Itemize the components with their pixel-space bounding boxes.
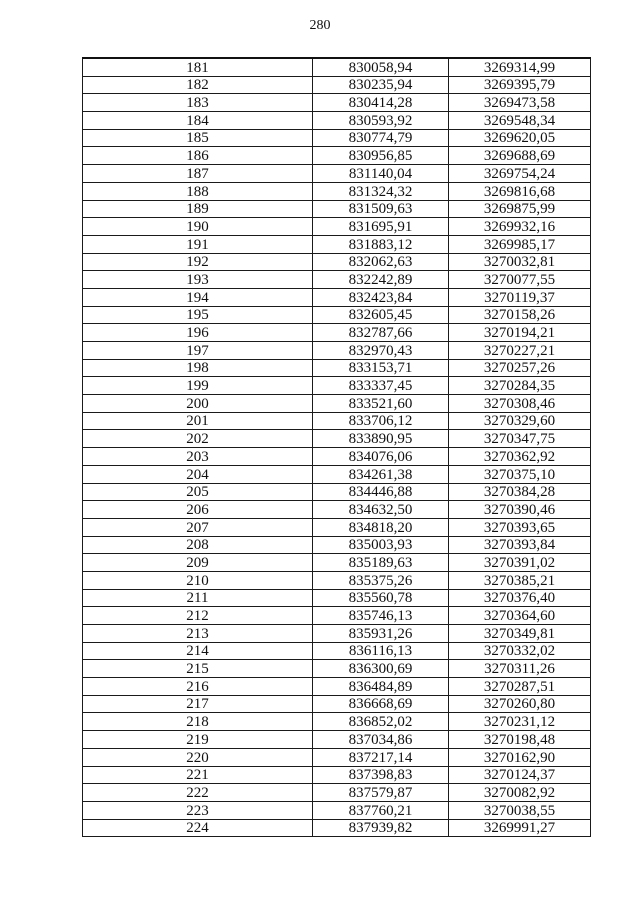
x-coordinate-cell: 834076,06 — [313, 448, 449, 466]
point-number-cell: 195 — [83, 306, 313, 324]
x-coordinate-cell: 837939,82 — [313, 819, 449, 837]
table-row — [83, 448, 591, 466]
y-coordinate-cell: 3270347,75 — [449, 430, 591, 448]
table-row — [83, 766, 591, 784]
table-row — [83, 129, 591, 147]
table-row — [83, 571, 591, 589]
page-number: 280 — [309, 18, 331, 33]
table-row — [83, 271, 591, 289]
y-coordinate-cell: 3270308,46 — [449, 395, 591, 413]
x-coordinate-cell: 836300,69 — [313, 660, 449, 678]
x-coordinate-cell: 832242,89 — [313, 271, 449, 289]
table-row — [83, 235, 591, 253]
x-coordinate-cell: 835375,26 — [313, 571, 449, 589]
point-number-cell: 205 — [83, 483, 313, 501]
y-coordinate-cell: 3269754,24 — [449, 165, 591, 183]
y-coordinate-cell: 3270231,12 — [449, 713, 591, 731]
point-number-cell: 224 — [83, 819, 313, 837]
y-coordinate-cell: 3269688,69 — [449, 147, 591, 165]
x-coordinate-cell: 833890,95 — [313, 430, 449, 448]
table-row — [83, 112, 591, 130]
table-row — [83, 518, 591, 536]
x-coordinate-cell: 837579,87 — [313, 784, 449, 802]
x-coordinate-cell: 834446,88 — [313, 483, 449, 501]
point-number-cell: 187 — [83, 165, 313, 183]
point-number-cell: 201 — [83, 412, 313, 430]
point-number-cell: 219 — [83, 731, 313, 749]
y-coordinate-cell: 3270082,92 — [449, 784, 591, 802]
y-coordinate-cell: 3269816,68 — [449, 182, 591, 200]
x-coordinate-cell: 837398,83 — [313, 766, 449, 784]
x-coordinate-cell: 830774,79 — [313, 129, 449, 147]
point-number-cell: 221 — [83, 766, 313, 784]
y-coordinate-cell: 3270376,40 — [449, 589, 591, 607]
y-coordinate-cell: 3270119,37 — [449, 288, 591, 306]
point-number-cell: 215 — [83, 660, 313, 678]
x-coordinate-cell: 831324,32 — [313, 182, 449, 200]
y-coordinate-cell: 3270329,60 — [449, 412, 591, 430]
y-coordinate-cell: 3270349,81 — [449, 625, 591, 643]
table-row — [83, 536, 591, 554]
point-number-cell: 189 — [83, 200, 313, 218]
table-row — [83, 94, 591, 112]
x-coordinate-cell: 835003,93 — [313, 536, 449, 554]
x-coordinate-cell: 832787,66 — [313, 324, 449, 342]
y-coordinate-cell: 3270124,37 — [449, 766, 591, 784]
point-number-cell: 181 — [83, 58, 313, 76]
table-row — [83, 200, 591, 218]
point-number-cell: 184 — [83, 112, 313, 130]
y-coordinate-cell: 3270194,21 — [449, 324, 591, 342]
x-coordinate-cell: 833521,60 — [313, 395, 449, 413]
point-number-cell: 192 — [83, 253, 313, 271]
point-number-cell: 212 — [83, 607, 313, 625]
y-coordinate-cell: 3270390,46 — [449, 501, 591, 519]
y-coordinate-cell: 3269314,99 — [449, 58, 591, 76]
y-coordinate-cell: 3270284,35 — [449, 377, 591, 395]
y-coordinate-cell: 3269991,27 — [449, 819, 591, 837]
table-row — [83, 306, 591, 324]
point-number-cell: 188 — [83, 182, 313, 200]
table-row — [83, 395, 591, 413]
y-coordinate-cell: 3269932,16 — [449, 218, 591, 236]
x-coordinate-cell: 835560,78 — [313, 589, 449, 607]
point-number-cell: 210 — [83, 571, 313, 589]
y-coordinate-cell: 3270038,55 — [449, 801, 591, 819]
point-number-cell: 204 — [83, 465, 313, 483]
x-coordinate-cell: 836852,02 — [313, 713, 449, 731]
y-coordinate-cell: 3270393,65 — [449, 518, 591, 536]
table-row — [83, 607, 591, 625]
x-coordinate-cell: 830235,94 — [313, 76, 449, 94]
x-coordinate-cell: 834261,38 — [313, 465, 449, 483]
point-number-cell: 196 — [83, 324, 313, 342]
point-number-cell: 186 — [83, 147, 313, 165]
x-coordinate-cell: 836484,89 — [313, 678, 449, 696]
y-coordinate-cell: 3270077,55 — [449, 271, 591, 289]
y-coordinate-cell: 3270362,92 — [449, 448, 591, 466]
y-coordinate-cell: 3269985,17 — [449, 235, 591, 253]
y-coordinate-cell: 3270227,21 — [449, 342, 591, 360]
x-coordinate-cell: 830414,28 — [313, 94, 449, 112]
x-coordinate-cell: 837217,14 — [313, 748, 449, 766]
y-coordinate-cell: 3269473,58 — [449, 94, 591, 112]
table-row — [83, 324, 591, 342]
y-coordinate-cell: 3270375,10 — [449, 465, 591, 483]
point-number-cell: 211 — [83, 589, 313, 607]
y-coordinate-cell: 3269548,34 — [449, 112, 591, 130]
point-number-cell: 194 — [83, 288, 313, 306]
y-coordinate-cell: 3270162,90 — [449, 748, 591, 766]
x-coordinate-cell: 832605,45 — [313, 306, 449, 324]
table-row — [83, 554, 591, 572]
table-row — [83, 342, 591, 360]
y-coordinate-cell: 3270287,51 — [449, 678, 591, 696]
point-number-cell: 223 — [83, 801, 313, 819]
y-coordinate-cell: 3270311,26 — [449, 660, 591, 678]
x-coordinate-cell: 831883,12 — [313, 235, 449, 253]
x-coordinate-cell: 830593,92 — [313, 112, 449, 130]
x-coordinate-cell: 832423,84 — [313, 288, 449, 306]
point-number-cell: 214 — [83, 642, 313, 660]
table-row — [83, 660, 591, 678]
x-coordinate-cell: 830956,85 — [313, 147, 449, 165]
table-row — [83, 589, 591, 607]
point-number-cell: 185 — [83, 129, 313, 147]
y-coordinate-cell: 3270393,84 — [449, 536, 591, 554]
x-coordinate-cell: 831509,63 — [313, 200, 449, 218]
y-coordinate-cell: 3269875,99 — [449, 200, 591, 218]
y-coordinate-cell: 3270385,21 — [449, 571, 591, 589]
x-coordinate-cell: 834818,20 — [313, 518, 449, 536]
point-number-cell: 209 — [83, 554, 313, 572]
y-coordinate-cell: 3270364,60 — [449, 607, 591, 625]
coordinates-table-body — [83, 58, 591, 837]
point-number-cell: 203 — [83, 448, 313, 466]
point-number-cell: 202 — [83, 430, 313, 448]
x-coordinate-cell: 832970,43 — [313, 342, 449, 360]
x-coordinate-cell: 831140,04 — [313, 165, 449, 183]
table-row — [83, 819, 591, 837]
table-row — [83, 483, 591, 501]
table-row — [83, 625, 591, 643]
point-number-cell: 191 — [83, 235, 313, 253]
x-coordinate-cell: 830058,94 — [313, 58, 449, 76]
table-row — [83, 147, 591, 165]
point-number-cell: 217 — [83, 695, 313, 713]
table-row — [83, 713, 591, 731]
point-number-cell: 207 — [83, 518, 313, 536]
point-number-cell: 222 — [83, 784, 313, 802]
table-row — [83, 412, 591, 430]
x-coordinate-cell: 834632,50 — [313, 501, 449, 519]
table-row — [83, 288, 591, 306]
y-coordinate-cell: 3270391,02 — [449, 554, 591, 572]
table-row — [83, 731, 591, 749]
x-coordinate-cell: 836116,13 — [313, 642, 449, 660]
table-row — [83, 642, 591, 660]
y-coordinate-cell: 3270260,80 — [449, 695, 591, 713]
table-row — [83, 182, 591, 200]
point-number-cell: 200 — [83, 395, 313, 413]
x-coordinate-cell: 835746,13 — [313, 607, 449, 625]
x-coordinate-cell: 833153,71 — [313, 359, 449, 377]
x-coordinate-cell: 831695,91 — [313, 218, 449, 236]
y-coordinate-cell: 3270384,28 — [449, 483, 591, 501]
table-row — [83, 784, 591, 802]
point-number-cell: 193 — [83, 271, 313, 289]
point-number-cell: 198 — [83, 359, 313, 377]
y-coordinate-cell: 3270158,26 — [449, 306, 591, 324]
point-number-cell: 190 — [83, 218, 313, 236]
x-coordinate-cell: 836668,69 — [313, 695, 449, 713]
table-row — [83, 218, 591, 236]
table-row — [83, 58, 591, 76]
point-number-cell: 220 — [83, 748, 313, 766]
point-number-cell: 218 — [83, 713, 313, 731]
point-number-cell: 216 — [83, 678, 313, 696]
table-row — [83, 748, 591, 766]
x-coordinate-cell: 835189,63 — [313, 554, 449, 572]
table-row — [83, 430, 591, 448]
coordinates-table — [82, 57, 591, 837]
y-coordinate-cell: 3269395,79 — [449, 76, 591, 94]
x-coordinate-cell: 833706,12 — [313, 412, 449, 430]
y-coordinate-cell: 3270257,26 — [449, 359, 591, 377]
y-coordinate-cell: 3270332,02 — [449, 642, 591, 660]
x-coordinate-cell: 837760,21 — [313, 801, 449, 819]
table-row — [83, 359, 591, 377]
table-row — [83, 465, 591, 483]
table-row — [83, 501, 591, 519]
y-coordinate-cell: 3270198,48 — [449, 731, 591, 749]
table-row — [83, 377, 591, 395]
table-row — [83, 165, 591, 183]
point-number-cell: 213 — [83, 625, 313, 643]
point-number-cell: 199 — [83, 377, 313, 395]
point-number-cell: 182 — [83, 76, 313, 94]
x-coordinate-cell: 837034,86 — [313, 731, 449, 749]
point-number-cell: 206 — [83, 501, 313, 519]
y-coordinate-cell: 3269620,05 — [449, 129, 591, 147]
x-coordinate-cell: 835931,26 — [313, 625, 449, 643]
table-row — [83, 801, 591, 819]
x-coordinate-cell: 833337,45 — [313, 377, 449, 395]
point-number-cell: 183 — [83, 94, 313, 112]
point-number-cell: 197 — [83, 342, 313, 360]
table-row — [83, 253, 591, 271]
point-number-cell: 208 — [83, 536, 313, 554]
table-row — [83, 76, 591, 94]
table-row — [83, 695, 591, 713]
x-coordinate-cell: 832062,63 — [313, 253, 449, 271]
table-row — [83, 678, 591, 696]
y-coordinate-cell: 3270032,81 — [449, 253, 591, 271]
